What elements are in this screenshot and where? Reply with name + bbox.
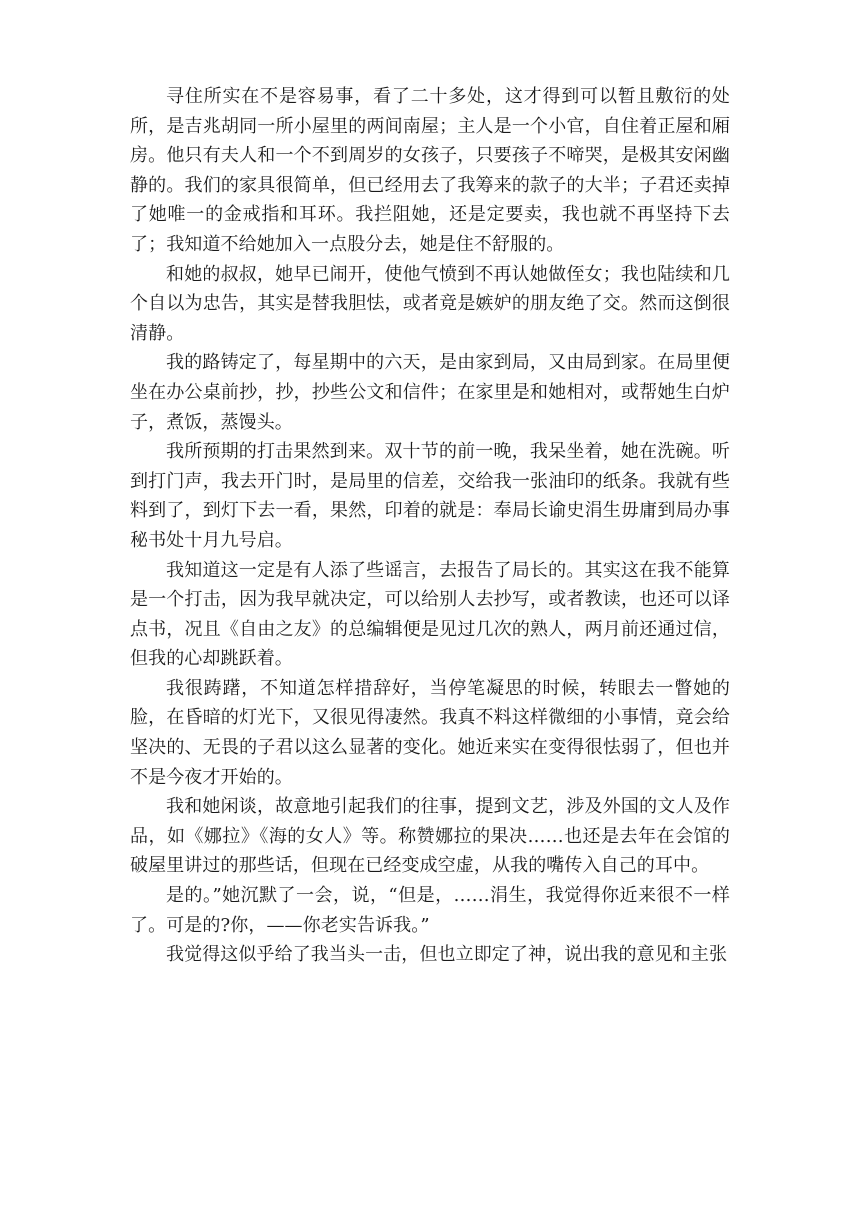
paragraph-6: 我很踌躇，不知道怎样措辞好，当停笔凝思的时候，转眼去一瞥她的脸，在昏暗的灯光下，又很见得凄然。我真不料这样微细的小事情，竟会给坚决的、无畏的子君以这么显著的变化。她近来实在变得很怯弱了，但也并不是今夜才开始的。 [130, 677, 730, 788]
paragraph-7: 我和她闲谈，故意地引起我们的往事，提到文艺，涉及外国的文人及作品，如《娜拉》《海的女人》等。称赞娜拉的果决……也还是去年在会馆的破屋里讲过的那些话，但现在已经变成空虚，从我的嘴传入自己的耳中。 [130, 796, 730, 877]
paragraph-2: 和她的叔叔，她早已闹开，使他气愤到不再认她做侄女；我也陆续和几个自以为忠告，其实是替我胆怯，或者竟是嫉妒的朋友绝了交。然而这倒很清静。 [130, 263, 730, 344]
paragraph-5: 我知道这一定是有人添了些谣言，去报告了局长的。其实这在我不能算是一个打击，因为我早就决定，可以给别人去抄写，或者教读，也还可以译点书，况且《自由之友》的总编辑便是见过几次的熟人，两月前还通过信，但我的心却跳跃着。 [130, 559, 730, 670]
paragraph-1: 寻住所实在不是容易事，看了二十多处，这才得到可以暂且敷衍的处所，是吉兆胡同一所小屋里的两间南屋；主人是一个小官，自住着正屋和厢房。他只有夫人和一个不到周岁的女孩子，只要孩子不啼哭，是极其安闲幽静的。我们的家具很简单，但已经用去了我筹来的款子的大半；子君还卖掉了她唯一的金戒指和耳环。我拦阻她，还是定要卖，我也就不再坚持下去了；我知道不给她加入一点股分去，她是住不舒服的。 [130, 86, 730, 255]
document-page [130, 82, 730, 970]
paragraph-8: 是的。”她沉默了一会，说，“但是，……涓生，我觉得你近来很不一样了。可是的?你，——你老实告诉我。” [130, 885, 730, 936]
paragraph-3: 我的路铸定了，每星期中的六天，是由家到局，又由局到家。在局里便坐在办公桌前抄，抄，抄些公文和信件；在家里是和她相对，或帮她生白炉子，煮饭，蒸馒头。 [130, 352, 730, 433]
paragraph-4: 我所预期的打击果然到来。双十节的前一晚，我呆坐着，她在洗碗。听到打门声，我去开门时，是局里的信差，交给我一张油印的纸条。我就有些料到了，到灯下去一看，果然，印着的就是：奉局长谕史涓生毋庸到局办事秘书处十月九号启。 [130, 441, 730, 551]
paragraph-9: 我觉得这似乎给了我当头一击，但也立即定了神，说出我的意见和主张 [166, 944, 728, 966]
